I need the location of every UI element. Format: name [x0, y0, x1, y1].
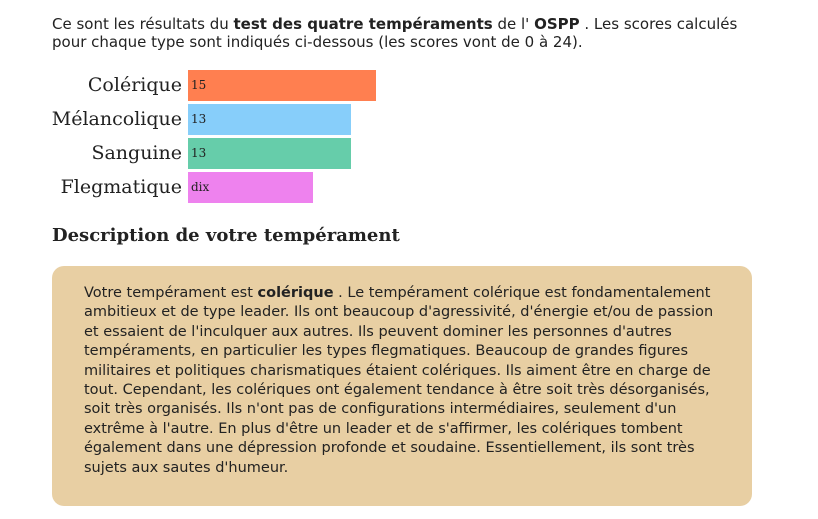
bar-value-label: 15 — [191, 78, 207, 92]
bar-value-label: dix — [191, 180, 210, 194]
intro-test-name: test des quatre tempéraments — [233, 15, 493, 33]
description-part-2: . Le tempérament colérique est fondamentalement ambitieux et de type leader. Ils ont beaucoup d'agressivité, d'énergie et/ou de passion et essaient de l'inculquer aux autres. Ils peuvent dominer les personnes d'autres tempéraments, en particulier les types flegmatiques. Beaucoup de grandes figures militaires et politiques charismatiques étaient colériques. Ils aiment être en charge de tout. Cependant, les colériques ont également tendance à être soit très désorganisés, soit très organisés. Ils n'ont pas de configurations intermédiaires, seulement d'un extrême à l'autre. En plus d'être un leader et de s'affirmer, les colériques tombent également dans une dépression profonde et soudaine. Essentiellement, ils sont très sujets aux sautes d'humeur. — [84, 285, 714, 476]
chart-bar — [188, 104, 351, 135]
description-box — [52, 266, 752, 506]
bar-value-label: 13 — [191, 146, 207, 160]
category-label: Flegmatique — [60, 176, 182, 198]
chart-row — [40, 68, 400, 102]
intro-part-3: . Les scores calculés pour chaque type sont indiqués ci-dessous (les scores vont de 0 à 24). — [52, 15, 738, 51]
chart-bar — [188, 70, 376, 101]
description-part-1: Votre tempérament est — [84, 285, 258, 301]
description-text — [84, 284, 718, 478]
bar-value-label: 13 — [191, 112, 207, 126]
temperament-bar-chart — [40, 68, 400, 208]
category-label: Colérique — [87, 74, 182, 96]
chart-row — [40, 170, 400, 204]
section-title: Description de votre tempérament — [52, 225, 400, 246]
intro-text — [52, 15, 772, 51]
chart-row — [40, 136, 400, 170]
category-label: Mélancolique — [51, 108, 182, 130]
chart-bar — [188, 138, 351, 169]
intro-part-2: de l' — [492, 15, 535, 33]
category-label: Sanguine — [91, 142, 182, 164]
chart-row — [40, 102, 400, 136]
description-temperament: colérique — [257, 285, 334, 301]
intro-ospp: OSPP — [534, 15, 580, 33]
intro-part-1: Ce sont les résultats du — [52, 15, 234, 33]
